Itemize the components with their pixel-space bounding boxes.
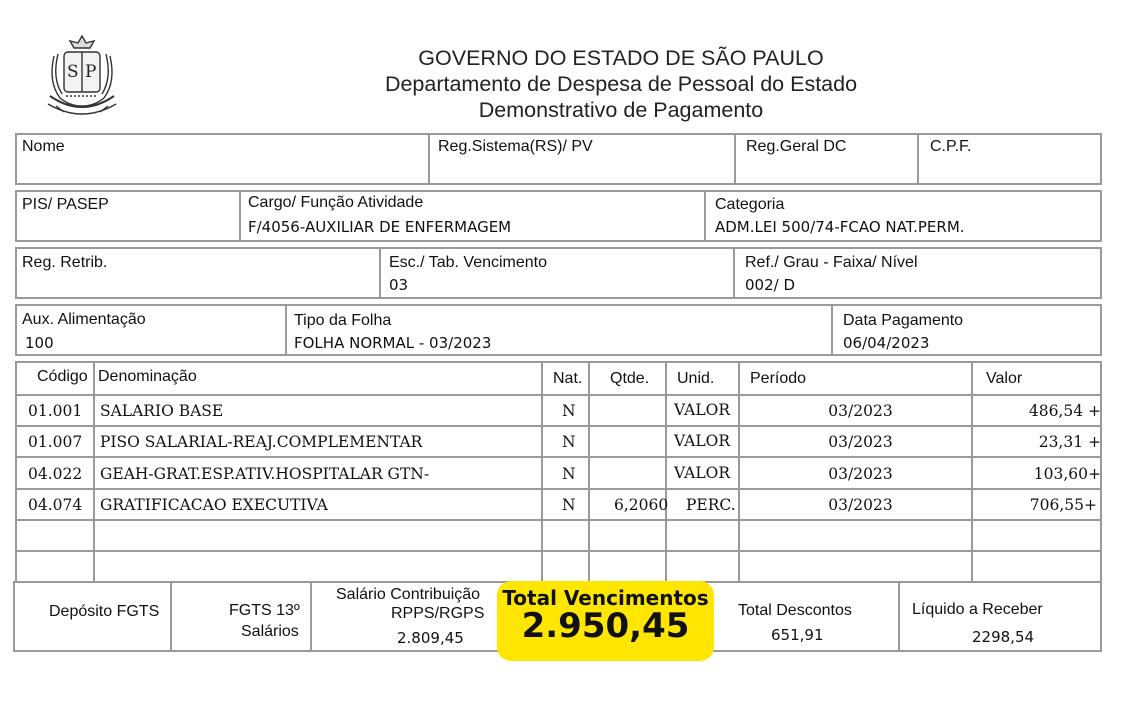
cell-unid: PERC. bbox=[686, 496, 736, 514]
categoria-label: Categoria bbox=[715, 196, 785, 213]
col-header-denominacao: Denominação bbox=[98, 368, 197, 385]
cell-unid: VALOR bbox=[674, 401, 731, 419]
cell-codigo: 01.001 bbox=[28, 402, 83, 420]
col-header-nat: Nat. bbox=[553, 370, 583, 387]
total-descontos-label: Total Descontos bbox=[738, 602, 852, 619]
fgts-13-label-line2: Salários bbox=[241, 623, 299, 640]
aux-alimentacao-value: 100 bbox=[25, 334, 54, 352]
col-header-codigo: Código bbox=[37, 368, 88, 385]
tipo-folha-value: FOLHA NORMAL - 03/2023 bbox=[294, 334, 492, 352]
row-retribuicao bbox=[15, 247, 1102, 299]
categoria-value: ADM.LEI 500/74-FCAO NAT.PERM. bbox=[715, 218, 965, 236]
total-vencimentos-label: Total Vencimentos bbox=[502, 586, 709, 610]
data-pagamento-value: 06/04/2023 bbox=[843, 334, 930, 352]
nome-label: Nome bbox=[22, 138, 65, 155]
ref-grau-value: 002/ D bbox=[745, 276, 796, 294]
tipo-folha-label: Tipo da Folha bbox=[294, 312, 392, 329]
cell-valor: 23,31 + bbox=[1038, 433, 1101, 451]
header-title: GOVERNO DO ESTADO DE SÃO PAULO bbox=[418, 46, 824, 70]
fgts-13-label: FGTS 13º bbox=[229, 602, 300, 619]
cell-nat: N bbox=[562, 402, 576, 420]
svg-text:P: P bbox=[85, 62, 97, 82]
cell-nat: N bbox=[562, 433, 576, 451]
cell-periodo: 03/2023 bbox=[828, 496, 893, 514]
cell-nat: N bbox=[562, 496, 576, 514]
cargo-label: Cargo/ Função Atividade bbox=[248, 194, 424, 211]
cell-denominacao: GRATIFICACAO EXECUTIVA bbox=[100, 496, 328, 514]
reg-retrib-label: Reg. Retrib. bbox=[22, 254, 108, 271]
deposito-fgts-label: Depósito FGTS bbox=[49, 603, 160, 620]
esc-tab-value: 03 bbox=[389, 276, 409, 294]
col-header-qtde: Qtde. bbox=[610, 370, 650, 387]
svg-text:S: S bbox=[67, 62, 79, 82]
data-pagamento-label: Data Pagamento bbox=[843, 312, 964, 329]
salario-contribuicao-label: Salário Contribuição bbox=[336, 586, 481, 603]
cell-qtde: 6,2060 bbox=[614, 496, 669, 514]
col-header-unid: Unid. bbox=[677, 370, 715, 387]
aux-alimentacao-label: Aux. Alimentação bbox=[22, 311, 146, 328]
salario-contribuicao-label-line2: RPPS/RGPS bbox=[391, 605, 485, 622]
esc-tab-label: Esc./ Tab. Vencimento bbox=[389, 254, 548, 271]
cell-periodo: 03/2023 bbox=[828, 402, 893, 420]
ref-grau-label: Ref./ Grau - Faixa/ Nível bbox=[745, 254, 918, 271]
cell-valor: 486,54 + bbox=[1028, 402, 1101, 420]
cell-unid: VALOR bbox=[674, 432, 731, 450]
cpf-label: C.P.F. bbox=[930, 138, 972, 155]
cell-denominacao: GEAH-GRAT.ESP.ATIV.HOSPITALAR GTN- bbox=[100, 465, 430, 483]
cell-periodo: 03/2023 bbox=[828, 465, 893, 483]
total-vencimentos-value: 2.950,45 bbox=[521, 606, 690, 646]
header-department: Departamento de Despesa de Pessoal do Estado bbox=[384, 72, 858, 96]
cell-codigo: 01.007 bbox=[28, 433, 83, 451]
col-header-periodo: Período bbox=[750, 370, 807, 387]
liquido-receber-label: Líquido a Receber bbox=[912, 601, 1043, 618]
pis-pasep-label: PIS/ PASEP bbox=[22, 196, 109, 213]
reg-sistema-label: Reg.Sistema(RS)/ PV bbox=[438, 138, 593, 155]
header-document-type: Demonstrativo de Pagamento bbox=[478, 98, 764, 122]
cargo-value: F/4056-AUXILIAR DE ENFERMAGEM bbox=[248, 218, 512, 236]
cell-unid: VALOR bbox=[674, 464, 731, 482]
cell-valor: 706,55+ bbox=[1029, 496, 1097, 514]
cell-periodo: 03/2023 bbox=[828, 433, 893, 451]
liquido-receber-value: 2298,54 bbox=[972, 628, 1035, 646]
total-descontos-value: 651,91 bbox=[771, 626, 824, 644]
cell-nat: N bbox=[562, 465, 576, 483]
salario-contribuicao-value: 2.809,45 bbox=[397, 629, 464, 647]
cell-codigo: 04.074 bbox=[28, 496, 83, 514]
cell-valor: 103,60+ bbox=[1033, 465, 1101, 483]
col-header-valor: Valor bbox=[986, 370, 1023, 387]
reg-geral-label: Reg.Geral DC bbox=[746, 138, 847, 155]
cell-codigo: 04.022 bbox=[28, 465, 83, 483]
cell-denominacao: PISO SALARIAL-REAJ.COMPLEMENTAR bbox=[100, 433, 423, 451]
cell-denominacao: SALARIO BASE bbox=[100, 402, 224, 420]
